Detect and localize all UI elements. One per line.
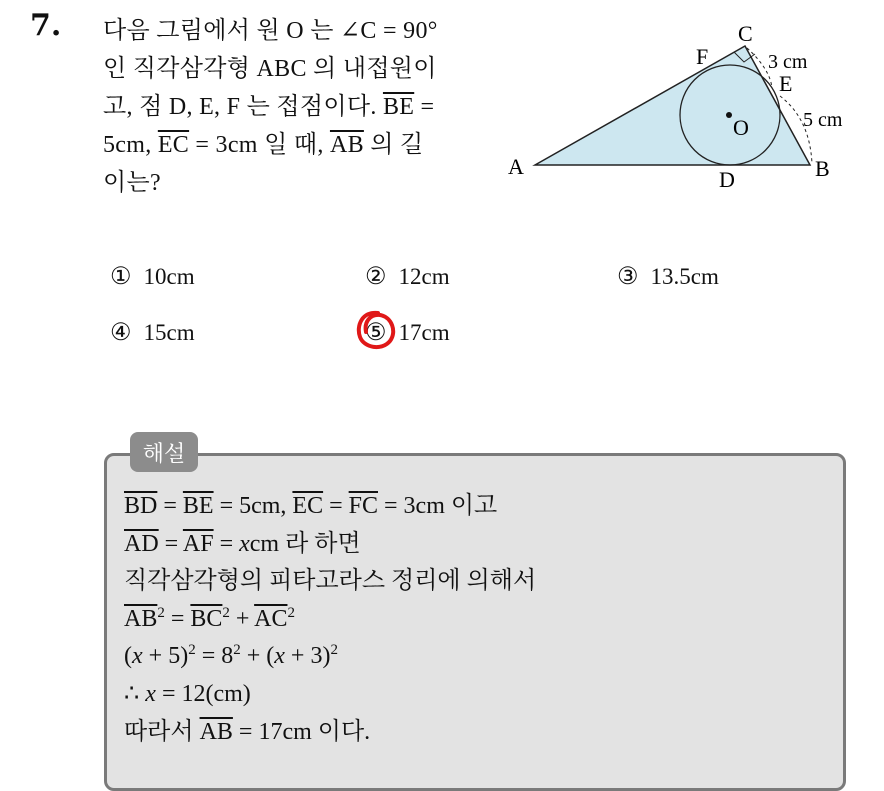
choice-1[interactable] [110,262,195,291]
text: = 3cm 일 때, [189,132,330,158]
text: = [323,493,349,519]
variable-x: x [132,643,143,670]
text: + [229,605,255,632]
question-line [103,126,478,164]
explanation-line [124,526,536,564]
choice-text: 13.5cm [650,263,719,289]
text: + ( [240,643,275,670]
explanation-tab: 해설 [130,432,198,472]
text: + 3) [284,643,331,670]
segment: $\overline{AB}$ [124,605,158,632]
exponent: 2 [233,642,241,659]
label-b: B [815,156,830,181]
variable-x: x [274,643,285,670]
label-a: A [508,154,524,179]
exponent: 2 [330,642,338,659]
text: = [164,605,191,632]
triangle-figure [500,14,860,194]
choice-number: ③ [617,264,639,290]
explanation-line [124,601,536,639]
segment: $\overline{AF}$ [182,530,214,557]
text: = 3cm 이고 [378,493,498,519]
choice-number: ④ [110,320,132,346]
question-line: 다음 그림에서 원 O 는 ∠C = 90° [103,18,438,44]
text: + 5) [142,643,189,670]
segment: $\overline{EC}$ [292,493,324,519]
segment: $\overline{AD}$ [124,530,159,557]
text: = 17cm 이다. [232,718,371,745]
segment-ec: $\overline{EC}$ [157,132,190,158]
label-c: C [738,21,753,46]
segment-be: $\overline{BE}$ [382,94,415,120]
segment: $\overline{FC}$ [348,493,378,519]
center-o-dot [726,112,732,118]
text: = [213,530,240,557]
label-f: F [696,44,709,69]
question-line: 이는? [103,170,161,196]
segment: $\overline{BD}$ [124,493,158,519]
text: ( [124,643,132,670]
segment-ab: $\overline{AB}$ [329,132,364,158]
explanation-line [124,488,536,526]
choice-3[interactable] [617,262,719,291]
answer-circle-mark [354,308,398,354]
variable-x: x [145,680,156,707]
text: 의 길 [363,132,424,158]
text: 5cm, [103,132,158,158]
text: 고, 점 D, E, F 는 접점이다. [103,94,383,120]
label-d: D [719,167,735,189]
explanation-line [124,714,536,752]
segment: $\overline{AB}$ [199,718,233,745]
choice-number: ② [365,264,387,290]
exponent: 2 [287,604,295,621]
choice-text: 15cm [143,319,195,345]
text: = [158,530,183,557]
choice-text: 17cm [398,319,450,345]
exponent: 2 [157,604,165,621]
question-line: 인 직각삼각형 ABC 의 내접원이 [103,56,437,82]
label-e: E [779,71,793,96]
text: 따라서 [124,718,200,745]
explanation-line: 직각삼각형의 피타고라스 정리에 의해서 [124,568,537,595]
question-number: 7. [30,8,62,43]
choice-number: ① [110,264,132,290]
figure-svg [500,14,860,189]
label-o: O [733,115,749,140]
choice-text: 12cm [398,263,450,289]
therefore-symbol: ∴ [124,680,146,707]
choice-number: ⑤ [365,320,387,346]
exponent: 2 [222,604,230,621]
text: = [414,94,435,120]
text: cm 라 하면 [249,530,361,557]
text: = 12(cm) [155,680,251,707]
choice-4[interactable] [110,318,195,347]
choice-2[interactable] [365,262,450,291]
explanation-content [124,488,536,751]
segment: $\overline{BE}$ [182,493,214,519]
text: = 8 [195,643,234,670]
text: = [157,493,183,519]
exponent: 2 [188,642,196,659]
length-ec: 3 cm [768,51,808,73]
segment: $\overline{AC}$ [254,605,288,632]
question-text [103,12,478,202]
length-be: 5 cm [803,109,843,131]
explanation-line [124,676,536,714]
text: = 5cm, [213,493,293,519]
segment: $\overline{BC}$ [190,605,223,632]
explanation-line [124,638,536,676]
question-line [103,88,478,126]
variable-x: x [239,530,250,557]
choice-text: 10cm [143,263,195,289]
